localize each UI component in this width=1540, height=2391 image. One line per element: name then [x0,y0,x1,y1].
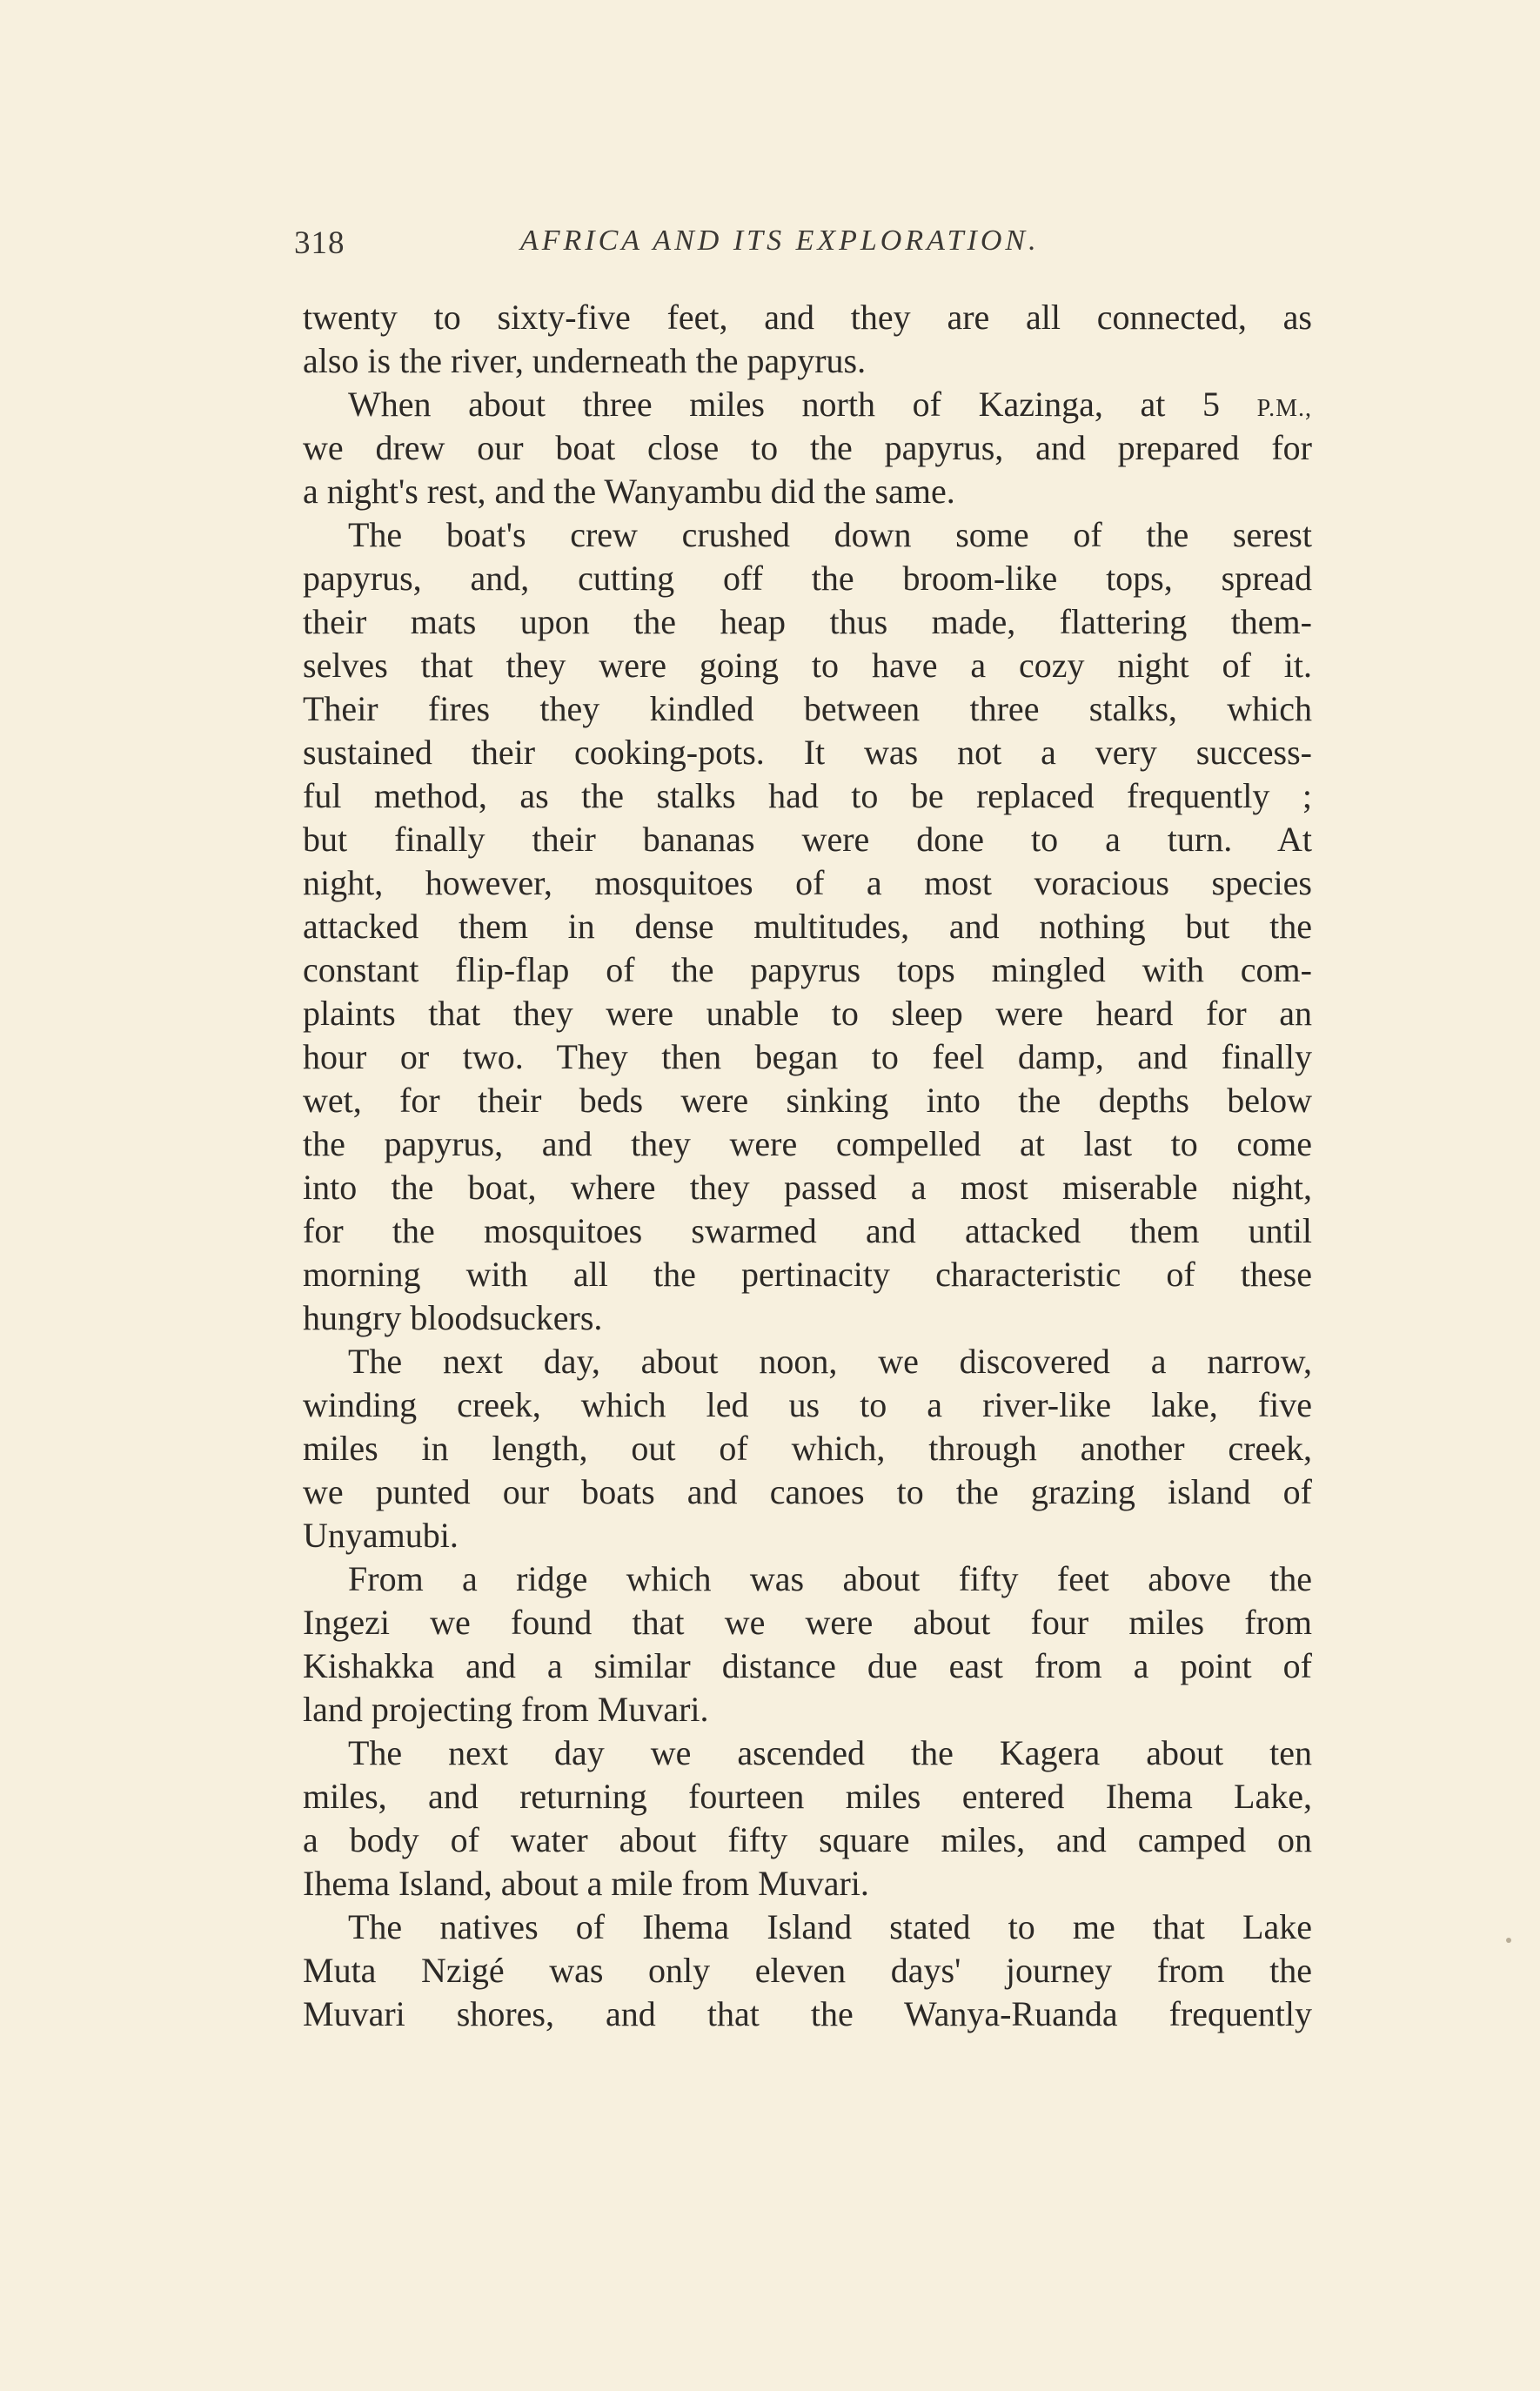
text-line: land projecting from Muvari. [303,1690,709,1729]
text-line: Ingezi we found that we were about four miles from [303,1603,1312,1642]
text-line: attacked them in dense multitudes, and nothing but the [303,907,1312,946]
page-header [294,224,1312,268]
text-line: twenty to sixty-five feet, and they are all connected, as [303,298,1312,337]
text-line: sustained their cooking-pots. It was not a very success- [303,733,1312,772]
text-line: Ihema Island, about a mile from Muvari. [303,1864,869,1903]
body-text [303,296,1312,2036]
text-line: night, however, mosquitoes of a most voracious species [303,863,1312,902]
text-line: winding creek, which led us to a river-like lake, five [303,1385,1312,1424]
text-line: for the mosquitoes swarmed and attacked them until [303,1211,1312,1250]
text-line: into the boat, where they passed a most miserable night, [303,1168,1312,1207]
text-line: miles, and returning fourteen miles entered Ihema Lake, [303,1777,1312,1816]
paragraph-first-line: From a ridge which was about fifty feet above the [348,1559,1312,1598]
paragraph-first-line: The natives of Ihema Island stated to me that Lake [348,1907,1312,1946]
text-line: Muta Nzigé was only eleven days' journey from the [303,1951,1312,1990]
text-line: hour or two. They then began to feel damp, and finally [303,1037,1312,1076]
text-line: a body of water about fifty square miles, and camped on [303,1820,1312,1859]
time-abbreviation: P.M., [1256,395,1312,422]
text-line: Unyamubi. [303,1516,459,1555]
paragraph-first-line: The next day, about noon, we discovered a narrow, [348,1342,1312,1381]
text-line: papyrus, and, cutting off the broom-like tops, spread [303,559,1312,598]
paper-speck [1506,1938,1511,1943]
text-line: wet, for their beds were sinking into the depths below [303,1081,1312,1120]
text-line: plaints that they were unable to sleep were heard for an [303,994,1312,1033]
text-line: their mats upon the heap thus made, flattering them- [303,602,1312,641]
text-line: selves that they were going to have a cozy night of it. [303,646,1312,685]
text-fragment: When about three miles north of Kazinga, at 5 [348,385,1220,424]
text-line: miles in length, out of which, through another creek, [303,1429,1312,1468]
text-line: but finally their bananas were done to a turn. At [303,820,1312,859]
text-line: a night's rest, and the Wanyambu did the same. [303,472,955,511]
text-line: also is the river, underneath the papyrus. [303,341,867,380]
text-line: Muvari shores, and that the Wanya-Ruanda frequently [303,1994,1312,2033]
text-line: the papyrus, and they were compelled at last to come [303,1124,1312,1163]
text-line: Kishakka and a similar distance due east from a point of [303,1646,1312,1685]
text-line: we punted our boats and canoes to the grazing island of [303,1472,1312,1511]
paragraph-first-line [303,383,1312,426]
text-line: we drew our boat close to the papyrus, and prepared for [303,428,1312,467]
text-line: Their fires they kindled between three stalks, which [303,689,1312,728]
paragraph-first-line: The boat's crew crushed down some of the serest [348,515,1312,554]
text-line: constant flip-flap of the papyrus tops mingled with com- [303,950,1312,989]
text-line: hungry bloodsuckers. [303,1298,603,1337]
page-number: 318 [294,225,345,261]
paragraph-first-line: The next day we ascended the Kagera about ten [348,1733,1312,1772]
running-title: AFRICA AND ITS EXPLORATION. [520,224,1040,257]
text-line: morning with all the pertinacity characteristic of these [303,1255,1312,1294]
text-line: ful method, as the stalks had to be replaced frequently ; [303,776,1312,815]
